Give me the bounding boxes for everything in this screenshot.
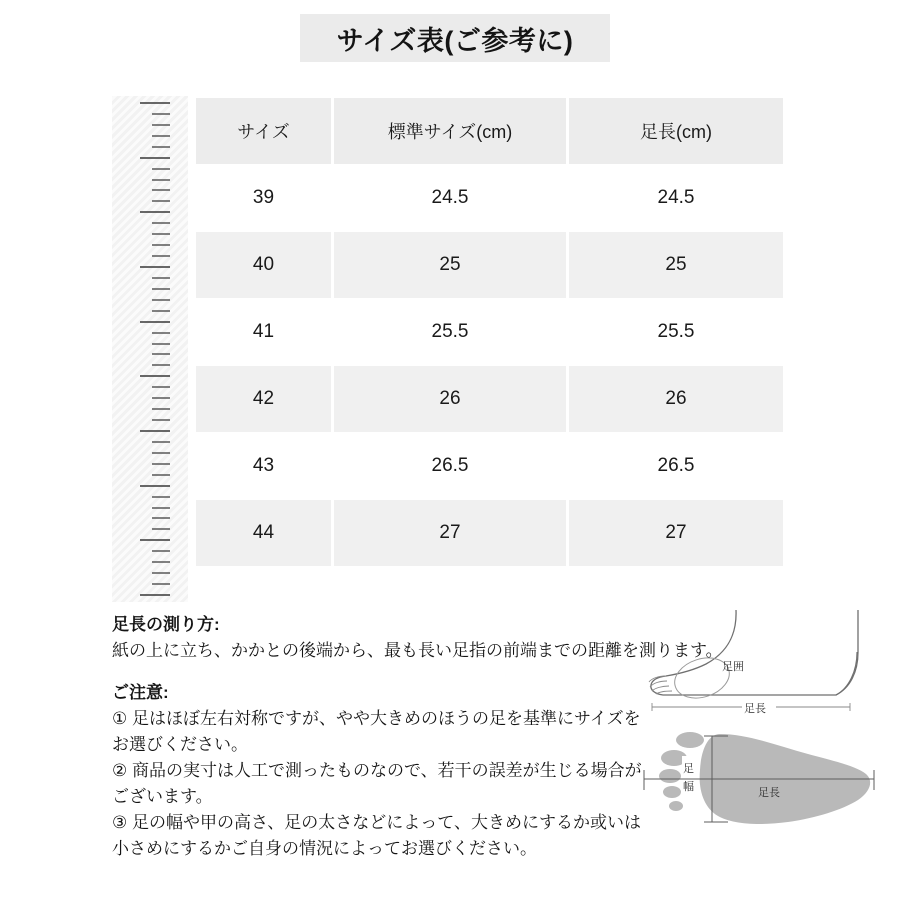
notice-item: ③ 足の幅や甲の高さ、足の太さなどによって、大きめにするか或いは [112,813,641,832]
ruler-tick [140,430,170,432]
ruler-tick [152,124,170,126]
ruler-tick [152,528,170,530]
length-label: 足長 [744,703,766,715]
table-row-cell: 27 [334,500,566,566]
notice-item: ございます。 [112,787,213,806]
ruler-tick [152,277,170,279]
ruler-tick [152,517,170,519]
toe-line [652,686,669,691]
ruler-tick [152,299,170,301]
table-row [196,232,783,298]
table-row-cell: 25.5 [334,299,566,365]
ruler-tick [152,146,170,148]
size-table [196,98,783,567]
ruler-tick [152,332,170,334]
ruler-tick [152,113,170,115]
ruler-tick [152,474,170,476]
table-row-cell: 26 [334,366,566,432]
girth-loop [669,651,734,704]
ruler-tick [152,561,170,563]
table-row [196,299,783,365]
ruler-tick [152,496,170,498]
ruler-tick [152,419,170,421]
table-row-cell: 42 [196,366,331,432]
table-row-cell: 41 [196,299,331,365]
ruler-tick [152,441,170,443]
ruler-tick [140,266,170,268]
table-row-cell: 44 [196,500,331,566]
ruler-tick [152,310,170,312]
ruler-tick [152,179,170,181]
ruler-tick [140,157,170,159]
length-label: 足長 [758,787,780,799]
width-label-line1: 足 [683,763,694,775]
ruler-tick [140,539,170,541]
foot-side-view-diagram [636,608,900,730]
notice-item: お選びください。 [112,735,248,754]
ruler-graphic [112,96,188,602]
width-label-line2: 幅 [683,781,694,793]
girth-label: 足囲 [722,661,744,673]
page-title: サイズ表(ご参考に) [336,25,574,56]
ruler-tick [140,211,170,213]
table-row [196,165,783,231]
table-row [196,433,783,499]
size-chart-title-band [300,14,610,62]
notice-item: ② 商品の実寸は人工で測ったものなので、若干の誤差が生じる場合が [112,761,642,780]
toe-oval [676,732,704,748]
ruler-tick [152,550,170,552]
table-row [196,366,783,432]
measure-body: 紙の上に立ち、かかとの後端から、最も長い足指の前端までの距離を測ります。 [112,641,723,660]
toe-oval [659,769,681,783]
table-row-cell: 24.5 [569,165,783,231]
ruler-tick [152,353,170,355]
ruler-tick [140,321,170,323]
ruler-tick [152,233,170,235]
ruler-tick [152,386,170,388]
ruler-tick [140,102,170,104]
ruler-tick [152,463,170,465]
ruler-tick [152,189,170,191]
table-row-cell: 25 [569,232,783,298]
foot-top-view-diagram [628,732,900,832]
table-row-cell: 27 [569,500,783,566]
table-header-row-cell: サイズ [196,98,331,164]
ruler-tick [152,168,170,170]
toe-oval [669,801,683,811]
ruler-tick [152,288,170,290]
table-row-cell: 43 [196,433,331,499]
table-row-cell: 25.5 [569,299,783,365]
ruler-tick [152,572,170,574]
table-header-row-cell: 標準サイズ(cm) [334,98,566,164]
ruler-tick [152,244,170,246]
ruler-tick [152,452,170,454]
heel-curve [836,652,857,695]
ruler-tick [140,485,170,487]
table-header-row-cell: 足長(cm) [569,98,783,164]
ruler-tick [152,364,170,366]
ruler-tick [152,255,170,257]
foot-outline [651,610,858,695]
table-row [196,500,783,566]
ruler-tick [152,222,170,224]
table-row-cell: 40 [196,232,331,298]
ruler-tick [152,507,170,509]
toe-oval [663,786,681,798]
ruler-tick [140,375,170,377]
ruler-tick [140,594,170,596]
notice-item: 小さめにするかご自身の情況によってお選びください。 [112,839,537,858]
ruler-tick [152,200,170,202]
table-row-cell: 39 [196,165,331,231]
notice-heading: ご注意: [112,683,169,702]
table-row-cell: 26.5 [569,433,783,499]
table-row-cell: 26.5 [334,433,566,499]
ruler-tick [152,135,170,137]
table-row-cell: 26 [569,366,783,432]
ruler-tick [152,343,170,345]
ruler-tick [152,583,170,585]
ruler-tick [152,397,170,399]
table-row-cell: 24.5 [334,165,566,231]
ruler-tick [152,408,170,410]
notice-item: ① 足はほぼ左右対称ですが、やや大きめのほうの足を基準にサイズを [112,709,641,728]
measure-heading: 足長の測り方: [112,615,220,634]
table-header-row [196,98,783,164]
table-row-cell: 25 [334,232,566,298]
